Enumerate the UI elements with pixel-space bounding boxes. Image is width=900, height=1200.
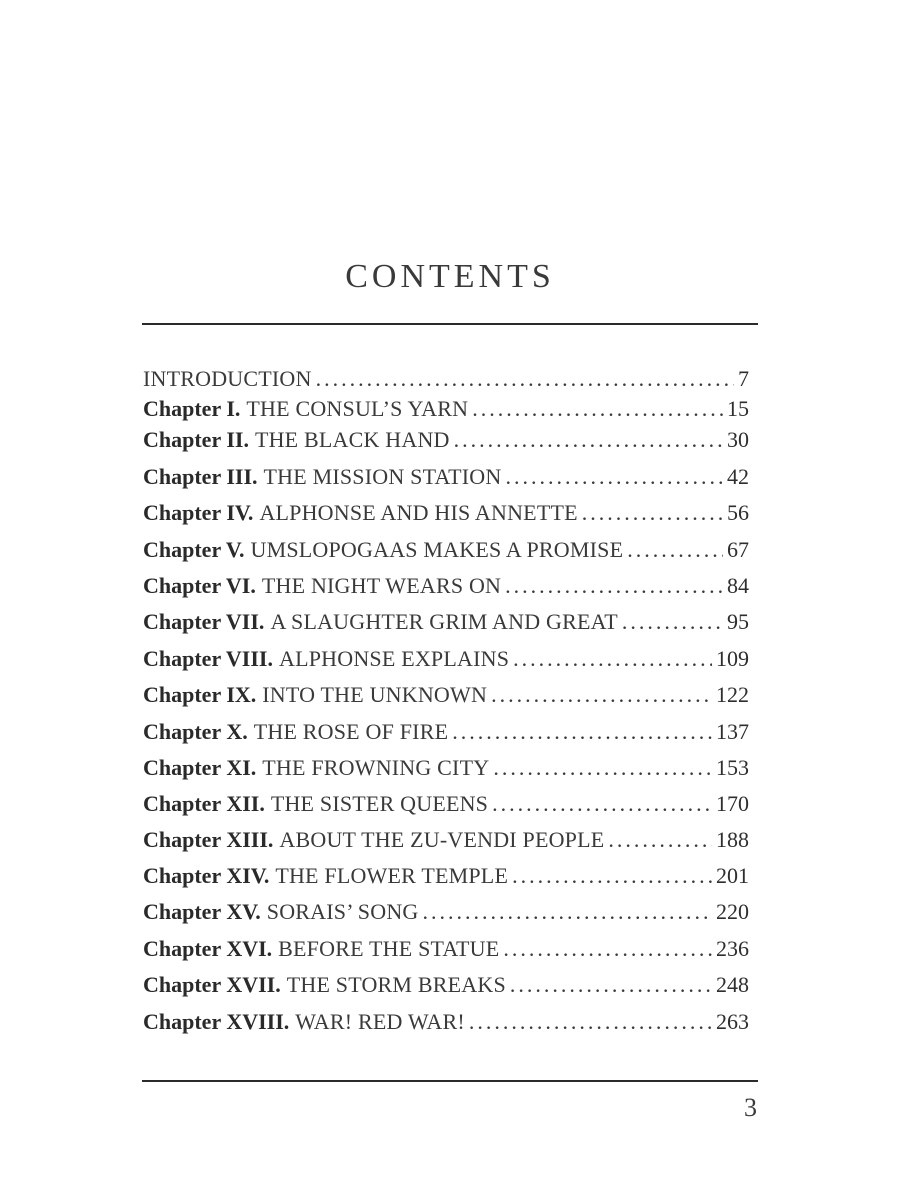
toc-entry-page: 109 <box>716 646 749 671</box>
dot-leader <box>454 425 723 455</box>
dot-leader <box>622 607 723 637</box>
toc-entry-page: 42 <box>727 464 749 489</box>
dot-leader <box>423 897 712 927</box>
dot-leader <box>503 934 712 964</box>
dot-leader <box>472 394 723 424</box>
toc-entry-chapter-16[interactable] <box>143 934 749 964</box>
toc-entry-prefix: Chapter V. <box>143 537 245 562</box>
toc-entry-title: THE ROSE OF FIRE <box>253 719 449 744</box>
toc-entry-page: 236 <box>716 936 749 961</box>
toc-entry-prefix: Chapter XIII. <box>143 827 274 852</box>
toc-entry-title: INTO THE UNKNOWN <box>262 682 488 707</box>
toc-entry-prefix: Chapter XIV. <box>143 863 270 888</box>
toc-entry-title: UMSLOPOGAAS MAKES A PROMISE <box>250 537 624 562</box>
toc-entry-chapter-10[interactable] <box>143 717 749 747</box>
toc-entry-chapter-18[interactable] <box>143 1007 749 1037</box>
toc-entry-page: 188 <box>716 827 749 852</box>
toc-entry-prefix: Chapter IV. <box>143 500 254 525</box>
toc-entry-chapter-14[interactable] <box>143 861 749 891</box>
toc-entry-chapter-11[interactable] <box>143 753 749 783</box>
toc-entry-prefix: Chapter I. <box>143 396 241 421</box>
toc-entry-title: SORAIS’ SONG <box>266 899 419 924</box>
toc-entry-page: 84 <box>727 573 749 598</box>
bottom-rule <box>142 1080 758 1082</box>
toc-entry-prefix: Chapter III. <box>143 464 258 489</box>
toc-entry-page: 170 <box>716 791 749 816</box>
toc-entry-title: THE MISSION STATION <box>263 464 502 489</box>
toc-entry-title: ABOUT THE ZU-VENDI PEOPLE <box>279 827 605 852</box>
toc-entry-title: THE STORM BREAKS <box>286 972 506 997</box>
toc-entry-prefix: Chapter VII. <box>143 609 265 634</box>
toc-entry-chapter-6[interactable] <box>143 571 749 601</box>
toc-entry-prefix: Chapter VI. <box>143 573 256 598</box>
toc-entry-title: A SLAUGHTER GRIM AND GREAT <box>270 609 618 634</box>
toc-entry-page: 201 <box>716 863 749 888</box>
dot-leader <box>512 861 712 891</box>
toc-entry-page: 220 <box>716 899 749 924</box>
toc-entry-title: WAR! RED WAR! <box>295 1009 465 1034</box>
dot-leader <box>510 970 712 1000</box>
toc-entry-page: 7 <box>738 366 749 391</box>
toc-entry-chapter-12[interactable] <box>143 789 749 819</box>
toc-entry-prefix: Chapter XI. <box>143 755 257 780</box>
dot-leader <box>513 644 712 674</box>
page-title: CONTENTS <box>345 258 555 295</box>
toc-entry-title: ALPHONSE EXPLAINS <box>279 646 510 671</box>
dot-leader <box>469 1007 712 1037</box>
toc-entry-prefix: Chapter XVIII. <box>143 1009 290 1034</box>
toc-entry-title: THE SISTER QUEENS <box>270 791 489 816</box>
dot-leader <box>608 825 712 855</box>
toc-entry-page: 95 <box>727 609 749 634</box>
toc-entry-title: THE FLOWER TEMPLE <box>275 863 509 888</box>
toc-entry-chapter-4[interactable] <box>143 498 749 528</box>
toc-entry-chapter-9[interactable] <box>143 680 749 710</box>
toc-entry-chapter-15[interactable] <box>143 897 749 927</box>
toc-entry-chapter-1[interactable] <box>143 394 749 424</box>
toc-entry-title: THE NIGHT WEARS ON <box>261 573 502 598</box>
dot-leader <box>493 753 712 783</box>
toc-entry-title: ALPHONSE AND HIS ANNETTE <box>259 500 578 525</box>
toc-entry-prefix: Chapter XV. <box>143 899 261 924</box>
toc-entry-title: THE FROWNING CITY <box>262 755 490 780</box>
toc-entry-title: BEFORE THE STATUE <box>278 936 500 961</box>
toc-entry-chapter-8[interactable] <box>143 644 749 674</box>
dot-leader <box>452 717 712 747</box>
toc-entry-chapter-7[interactable] <box>143 607 749 637</box>
toc-entry-page: 137 <box>716 719 749 744</box>
dot-leader <box>316 364 734 394</box>
dot-leader <box>505 571 723 601</box>
toc-entry-page: 15 <box>727 396 749 421</box>
toc-entry-title: INTRODUCTION <box>143 366 312 391</box>
toc-entry-page: 30 <box>727 427 749 452</box>
toc-entry-title: THE CONSUL’S YARN <box>246 396 469 421</box>
toc-entry-prefix: Chapter VIII. <box>143 646 273 671</box>
toc-entry-chapter-13[interactable] <box>143 825 749 855</box>
toc-entry-chapter-5[interactable] <box>143 535 749 565</box>
dot-leader <box>505 462 723 492</box>
toc-entry-page: 263 <box>716 1009 749 1034</box>
toc-entry-title: THE BLACK HAND <box>254 427 450 452</box>
page-number: 3 <box>744 1093 757 1122</box>
toc-entry-chapter-2[interactable] <box>143 425 749 455</box>
toc-entry-chapter-17[interactable] <box>143 970 749 1000</box>
toc-entry-prefix: Chapter IX. <box>143 682 257 707</box>
toc-entry-prefix: Chapter X. <box>143 719 248 744</box>
dot-leader <box>492 789 712 819</box>
toc-entry-introduction[interactable] <box>143 364 749 394</box>
toc-entry-prefix: Chapter XVI. <box>143 936 273 961</box>
toc-entry-prefix: Chapter XVII. <box>143 972 281 997</box>
top-rule <box>142 323 758 325</box>
toc-entry-page: 122 <box>716 682 749 707</box>
toc-entry-prefix: Chapter II. <box>143 427 249 452</box>
dot-leader <box>491 680 712 710</box>
toc-entry-page: 153 <box>716 755 749 780</box>
dot-leader <box>627 535 723 565</box>
toc-entry-page: 248 <box>716 972 749 997</box>
toc-entry-chapter-3[interactable] <box>143 462 749 492</box>
toc-entry-prefix: Chapter XII. <box>143 791 265 816</box>
toc-entry-page: 56 <box>727 500 749 525</box>
dot-leader <box>582 498 723 528</box>
toc-entry-page: 67 <box>727 537 749 562</box>
